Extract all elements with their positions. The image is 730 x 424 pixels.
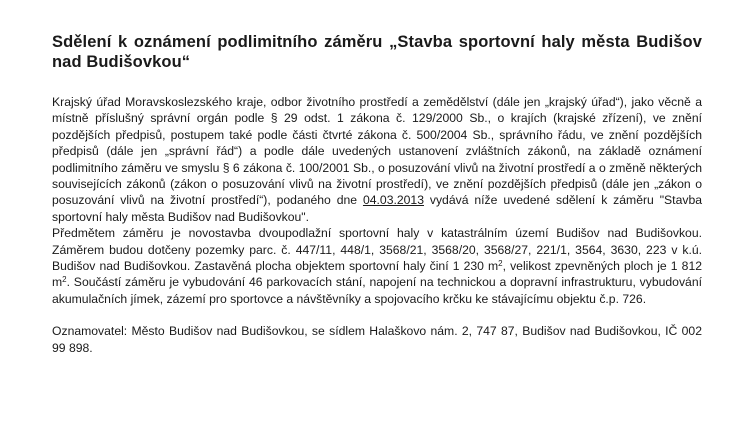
project-description-part2: , velikost zpevněných ploch je 1 812 m [52, 259, 702, 290]
paragraph-spacer [52, 307, 702, 323]
document-title: Sdělení k oznámení podlimitního záměru „Stavba sportovní haly města Budišov nad Budišovkou“ [52, 33, 702, 71]
project-description-part1: Předmětem záměru je novostavba dvoupodlažní sportovní haly v katastrálním území Budišov nad Budišovkou. Záměrem budou dotčeny pozemky parc. č. 447/11, 448/1, 3568/21, 3568/20, 3568/27, 221/1, 3564, 3630, 223 v k.ú. Budišov nad Budišovkou. Zastavěná plocha objektem sportovní haly činí 1 230 m [52, 226, 702, 274]
paragraph-notifier: Oznamovatel: Město Budišov nad Budišovkou, se sídlem Halaškovo nám. 2, 747 87, Budišov nad Budišovkou, IČ 002 99 898. [52, 324, 702, 355]
paragraph-project-description [52, 225, 702, 307]
project-description-part3: . Součástí záměru je vybudování 46 parkovacích stání, napojení na technickou a dopravní infrastrukturu, vybudování akumulačních jímek, zázemí pro sportovce a návštěvníky a spojovacího krčku ke stávajícímu objektu č.p. 726. [52, 275, 702, 306]
document-body [52, 32, 702, 356]
paragraph-decision-text-end: vydává níže uvedené sdělení k záměru "Stavba sportovní haly města Budišov nad Budišovkou". [52, 193, 702, 224]
superscript-square-2: 2 [62, 275, 67, 285]
superscript-square-1: 2 [498, 259, 503, 269]
submission-date: 04.03.2013 [362, 193, 424, 208]
paragraph-decision-text: Krajský úřad Moravskoslezského kraje, odbor životního prostředí a zemědělství (dále jen „krajský úřad“), jako věcně a místně příslušný správní orgán podle § 29 odst. 1 zákona č. 129/2000 Sb., o krajích (krajské zřízení), ve znění pozdějších předpisů, postupem také podle části čtvrté zákona č. 500/2004 Sb., správního řádu, ve znění pozdějších předpisů (dále jen „správní řád“) a podle dále uvedených ustanovení zvláštních zákonů, na základě oznámení podlimitního záměru ve smyslu § 6 zákona č. 100/2001 Sb., o posuzování vlivů na životní prostředí a o změně některých souvisejících zákonů (zákon o posuzování vlivů na životní prostředí), ve znění pozdějších předpisů (dále jen „zákon o posuzování vlivů na životní prostředí“), podaného dne [52, 95, 702, 208]
paragraph-decision [52, 94, 702, 225]
